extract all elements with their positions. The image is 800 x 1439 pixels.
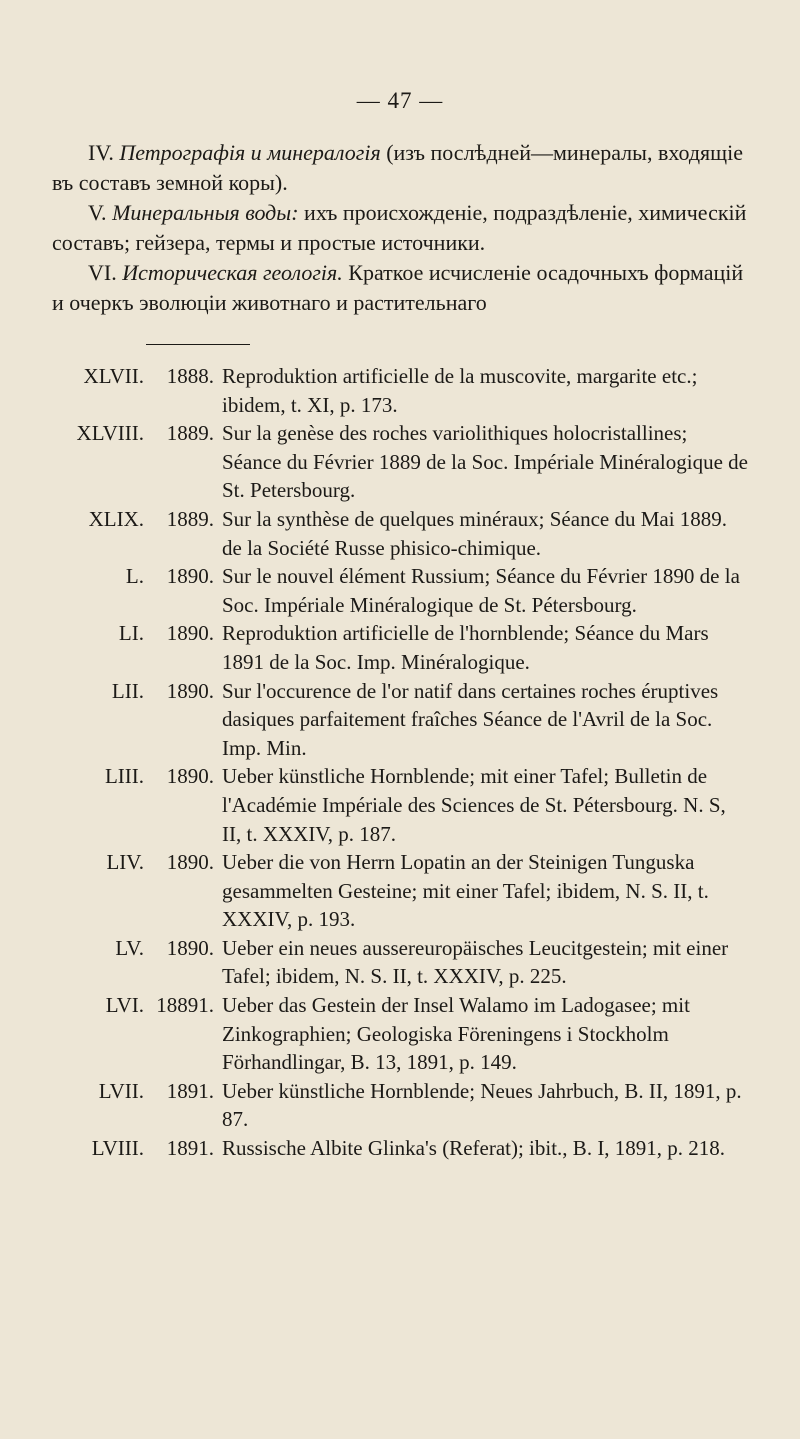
syllabus-section (52, 138, 752, 318)
page-number: — 47 — (356, 88, 444, 113)
reference-text: Ueber künstliche Hornblende; Neues Jahrbuch, B. II, 1891, p. 87. (222, 1078, 742, 1132)
reference-year: 1890. (166, 764, 214, 789)
reference-text: Sur la synthèse de quelques minéraux; Séance du Mai 1889. de la Société Russe phisico-chimique. (222, 506, 728, 560)
reference-text: Ueber das Gestein der Insel Walamo im Ladogasee; mit Zinkographien; Geologiska Föreningens i Stockholm Förhandlingar, B. 13, 1891, p. 149. (222, 993, 690, 1075)
item-prefix: V. (88, 200, 113, 225)
reference-entry (60, 1134, 750, 1163)
reference-text: Reproduktion artificielle de la muscovite, margarite etc.; ibidem, t. XI, p. 173. (222, 364, 698, 417)
item-text: ихъ происхожденіе, подраздѣленіе, химическій составъ; гейзера, термы и простые источники. (52, 200, 747, 255)
reference-number: LVII. (98, 1078, 144, 1103)
reference-year: 1890. (166, 621, 214, 646)
reference-year: 1889. (166, 506, 214, 531)
reference-number: LI. (118, 621, 144, 646)
reference-entry (60, 677, 750, 763)
item-prefix: IV. (88, 140, 120, 165)
reference-year: 18891. (156, 993, 214, 1018)
reference-number: LIV. (106, 850, 144, 875)
reference-entry (60, 419, 750, 505)
reference-number: LII. (111, 678, 144, 703)
item-topic: Петрографія и минералогія (119, 140, 381, 165)
item-prefix: VI. (88, 260, 123, 285)
syllabus-item (52, 258, 752, 318)
reference-number: LVIII. (91, 1136, 144, 1161)
reference-year: 1888. (166, 364, 214, 388)
reference-text: Reproduktion artificielle de l'hornblende; Séance du Mars 1891 de la Soc. Imp. Minéralogique. (222, 621, 709, 674)
reference-entry (60, 991, 750, 1077)
reference-number: XLVIII. (76, 421, 144, 446)
item-topic: Историческая геологія. (122, 260, 343, 285)
reference-number: LIII. (104, 764, 144, 789)
reference-year: 1890. (166, 564, 214, 589)
reference-number: XLVII. (83, 364, 144, 388)
footnote-divider (146, 344, 250, 345)
reference-text: Ueber künstliche Hornblende; mit einer Tafel; Bulletin de l'Académie Impériale des Sciences de St. Pétersbourg. N. S, II, t. XXXIV, p. 187. (222, 764, 726, 846)
reference-entry (60, 1077, 750, 1134)
reference-text: Ueber ein neues aussereuropäisches Leucitgestein; mit einer Tafel; ibidem, N. S. II, t. XXXIV, p. 225. (222, 935, 729, 989)
syllabus-item (52, 138, 752, 198)
reference-year: 1891. (166, 1136, 214, 1161)
reference-number: LVI. (105, 993, 144, 1018)
reference-entry (60, 619, 750, 676)
reference-entry (60, 762, 750, 848)
item-topic: Минеральныя воды: (112, 200, 299, 225)
reference-entry (60, 362, 750, 419)
reference-year: 1889. (166, 421, 214, 446)
reference-year: 1890. (166, 678, 214, 703)
reference-year: 1890. (166, 935, 214, 960)
reference-entry (60, 505, 750, 562)
reference-text: Sur la genèse des roches variolithiques holocristallines; Séance du Février 1889 de la Soc. Impériale Minéralogique de St. Petersbourg. (222, 421, 748, 503)
reference-year: 1890. (166, 850, 214, 875)
reference-year: 1891. (166, 1078, 214, 1103)
syllabus-item (52, 198, 752, 258)
item-text: (изъ послѣдней—минералы, входящіе въ составъ земной коры). (52, 140, 743, 195)
reference-text: Sur l'occurence de l'or natif dans certaines roches éruptives dasiques parfaitement fraîches Séance de l'Avril de la Soc. Imp. Min. (222, 678, 719, 760)
reference-entry (60, 562, 750, 619)
reference-text: Ueber die von Herrn Lopatin an der Steinigen Tunguska gesammelten Gesteine; mit einer Tafel; ibidem, N. S. II, t. XXXIV, p. 193. (222, 850, 709, 932)
item-text: Краткое исчисленіе осадочныхъ формацій и очеркъ эволюціи животнаго и растительнаго (52, 260, 744, 315)
reference-number: XLIX. (88, 506, 144, 531)
reference-list (60, 362, 750, 1163)
reference-text: Sur le nouvel élément Russium; Séance du Février 1890 de la Soc. Impériale Minéralogique de St. Pétersbourg. (222, 564, 740, 617)
reference-entry (60, 934, 750, 991)
reference-text: Russische Albite Glinka's (Referat); ibit., B. I, 1891, p. 218. (222, 1136, 726, 1161)
reference-entry (60, 848, 750, 934)
reference-number: L. (125, 564, 144, 589)
reference-number: LV. (115, 935, 144, 960)
